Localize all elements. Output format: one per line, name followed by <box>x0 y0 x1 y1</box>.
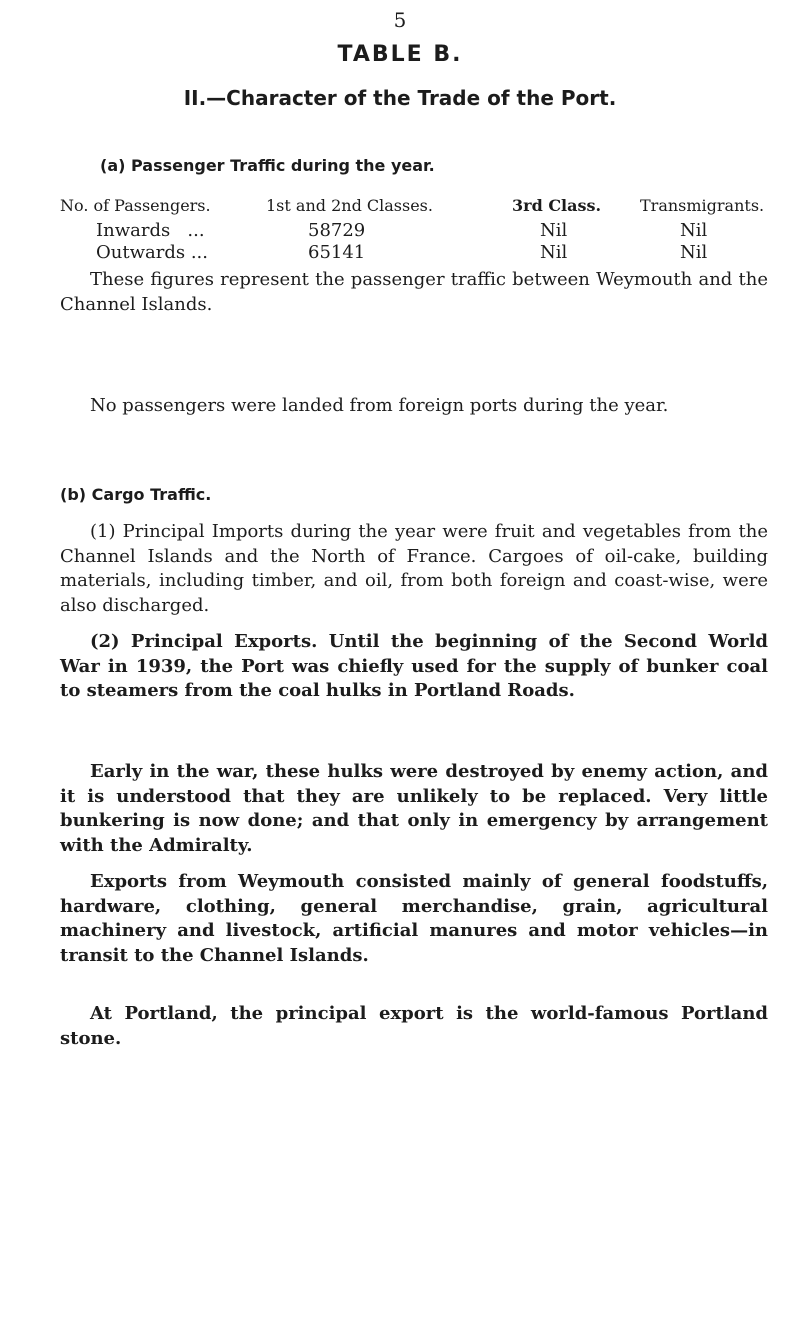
war-hulks-paragraph: Early in the war, these hulks were destroyed by enemy action, and it is understood that they are unlikely to be replaced. Very little bunkering is now done; and that only in emergency by arrangement with the Admiralty. <box>60 761 768 856</box>
weymouth-exports-paragraph: Exports from Weymouth consisted mainly of general foodstuffs, hardware, clothing, general merchandise, grain, agricultural machinery and livestock, artificial manures and motor vehicles—in transit to the Channel Islands. <box>60 871 768 966</box>
column-header-first-second-classes: 1st and 2nd Classes. <box>266 196 433 215</box>
section-title: II.—Character of the Trade of the Port. <box>183 86 617 110</box>
column-header-third-class: 3rd Class. <box>512 196 602 215</box>
table-row-inwards <box>60 220 780 242</box>
cargo-traffic-heading: (b) Cargo Traffic. <box>60 485 212 504</box>
page-number: 5 <box>393 8 407 32</box>
portland-exports-paragraph: At Portland, the principal export is the world-famous Portland stone. <box>60 1003 768 1049</box>
column-header-transmigrants: Transmigrants. <box>640 196 765 215</box>
passenger-table <box>60 196 780 264</box>
table-row-outwards <box>60 242 780 264</box>
foreign-passengers-paragraph: No passengers were landed from foreign ports during the year. <box>90 395 669 416</box>
transmigrants-value: Nil <box>680 242 708 263</box>
third-class-value: Nil <box>540 242 568 263</box>
principal-imports-paragraph: (1) Principal Imports during the year were fruit and vegetables from the Channel Islands and the North of France. Cargoes of oil-cake, building materials, including timber, and oil, from both foreign and coast-wise, were also discharged. <box>60 521 768 616</box>
first-second-classes-value: 58729 <box>308 220 366 241</box>
transmigrants-value: Nil <box>680 220 708 241</box>
principal-exports-paragraph: (2) Principal Exports. Until the beginning of the Second World War in 1939, the Port was chiefly used for the supply of bunker coal to steamers from the coal hulks in Portland Roads. <box>60 631 768 701</box>
third-class-value: Nil <box>540 220 568 241</box>
column-header-passengers: No. of Passengers. <box>60 196 211 215</box>
passenger-note-paragraph: These figures represent the passenger traffic between Weymouth and the Channel Islands. <box>60 269 768 315</box>
passenger-table-header <box>60 196 780 218</box>
row-label: Inwards ... <box>96 220 205 241</box>
first-second-classes-value: 65141 <box>308 242 366 263</box>
table-title: TABLE B. <box>337 42 463 67</box>
row-label: Outwards ... <box>96 242 208 263</box>
passenger-traffic-heading: (a) Passenger Traffic during the year. <box>100 156 435 175</box>
